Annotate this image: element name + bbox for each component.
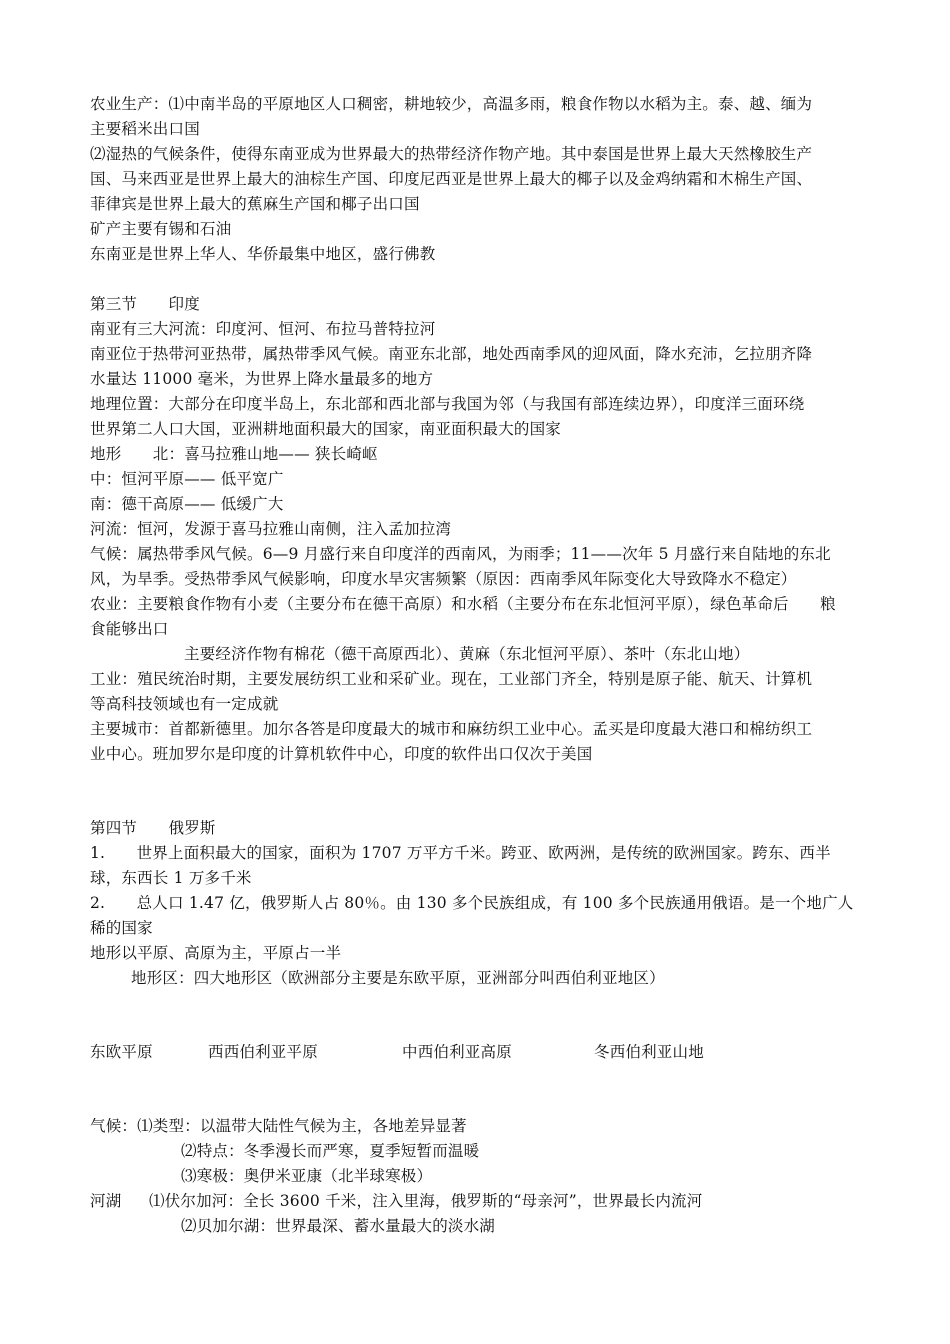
paragraph-line: 球，东西长 1 万多千米 xyxy=(90,869,252,887)
lakes-label: 河湖 xyxy=(90,1192,122,1210)
list-item: 2. 总人口 1.47 亿，俄罗斯人占 80％。由 130 多个民族组成，有 100 多个民族通用俄语。是一个地广人 xyxy=(90,894,854,912)
region-label: 东欧平原 xyxy=(90,1043,153,1061)
paragraph-line: 地形以平原、高原为主，平原占一半 xyxy=(90,944,342,962)
paragraph-line: 中：恒河平原—— 低平宽广 xyxy=(90,470,284,488)
paragraph-line: 水量达 11000 毫米，为世界上降水量最多的地方 xyxy=(90,370,434,388)
paragraph-line: 食能够出口 xyxy=(90,620,169,638)
region-label: 西西伯利亚平原 xyxy=(208,1043,318,1061)
paragraph-line: 南：德干高原—— 低缓广大 xyxy=(90,495,284,513)
paragraph-line: 地形区：四大地形区（欧洲部分主要是东欧平原，亚洲部分叫西伯利亚地区） xyxy=(131,969,665,987)
paragraph-line: 主要稻米出口国 xyxy=(90,120,200,138)
paragraph-line: 东南亚是世界上华人、华侨最集中地区，盛行佛教 xyxy=(90,245,436,263)
paragraph-line: 等高科技领域也有一定成就 xyxy=(90,695,279,713)
paragraph-line: 地形 北：喜马拉雅山地—— 狭长崎岖 xyxy=(90,445,378,463)
paragraph-line: 稀的国家 xyxy=(90,919,153,937)
paragraph-line: ⑵特点：冬季漫长而严寒，夏季短暂而温暖 xyxy=(181,1142,480,1160)
paragraph-line: 世界第二人口大国，亚洲耕地面积最大的国家，南亚面积最大的国家 xyxy=(90,420,562,438)
paragraph-line: ⑵贝加尔湖：世界最深、蓄水量最大的淡水湖 xyxy=(181,1217,496,1235)
paragraph-line: 主要城市：首都新德里。加尔各答是印度最大的城市和麻纺织工业中心。孟买是印度最大港口和棉纺织工 xyxy=(90,720,813,738)
paragraph-line: 气候：⑴类型：以温带大陆性气候为主，各地差异显著 xyxy=(90,1117,467,1135)
paragraph-line: 工业：殖民统治时期，主要发展纺织工业和采矿业。现在，工业部门齐全，特别是原子能、航天、计算机 xyxy=(90,670,813,688)
paragraph-line: 南亚位于热带河亚热带，属热带季风气候。南亚东北部，地处西南季风的迎风面，降水充沛，乞拉朋齐降 xyxy=(90,345,813,363)
paragraph-line: 主要经济作物有棉花（德干高原西北）、黄麻（东北恒河平原）、茶叶（东北山地） xyxy=(184,645,750,663)
paragraph-line: 农业生产：⑴中南半岛的平原地区人口稠密，耕地较少，高温多雨，粮食作物以水稻为主。泰、越、缅为 xyxy=(90,95,813,113)
paragraph-line: 南亚有三大河流：印度河、恒河、布拉马普特拉河 xyxy=(90,320,436,338)
paragraph-line: 业中心。班加罗尔是印度的计算机软件中心，印度的软件出口仅次于美国 xyxy=(90,745,593,763)
paragraph-line: 气候：属热带季风气候。6—9 月盛行来自印度洋的西南风，为雨季；11——次年 5 月盛行来自陆地的东北 xyxy=(90,545,831,563)
paragraph-line: 地理位置：大部分在印度半岛上，东北部和西北部与我国为邻（与我国有部连续边界），印度洋三面环绕 xyxy=(90,395,805,413)
paragraph-line: ⑴伏尔加河：全长 3600 千米，注入里海，俄罗斯的“母亲河”，世界最长内流河 xyxy=(149,1192,703,1210)
region-label: 冬西伯利亚山地 xyxy=(594,1043,704,1061)
region-label: 中西伯利亚高原 xyxy=(402,1043,512,1061)
section-heading: 第四节 俄罗斯 xyxy=(90,819,216,837)
paragraph-line: 国、马来西亚是世界上最大的油棕生产国、印度尼西亚是世界上最大的椰子以及金鸡纳霜和木棉生产国、 xyxy=(90,170,813,188)
paragraph-line: 菲律宾是世界上最大的蕉麻生产国和椰子出口国 xyxy=(90,195,420,213)
section-heading: 第三节 印度 xyxy=(90,295,200,313)
paragraph-line: ⑵湿热的气候条件，使得东南亚成为世界最大的热带经济作物产地。其中泰国是世界上最大天然橡胶生产 xyxy=(90,145,813,163)
paragraph-line: 农业：主要粮食作物有小麦（主要分布在德干高原）和水稻（主要分布在东北恒河平原），绿色革命后 粮 xyxy=(90,595,836,613)
paragraph-line: ⑶寒极：奥伊米亚康（北半球寒极） xyxy=(181,1167,433,1185)
paragraph-line: 河流：恒河，发源于喜马拉雅山南侧，注入孟加拉湾 xyxy=(90,520,452,538)
list-item: 1. 世界上面积最大的国家，面积为 1707 万平方千米。跨亚、欧两洲，是传统的欧洲国家。跨东、西半 xyxy=(90,844,831,862)
paragraph-line: 风，为旱季。受热带季风气候影响，印度水旱灾害频繁（原因：西南季风年际变化大导致降水不稳定） xyxy=(90,570,797,588)
paragraph-line: 矿产主要有锡和石油 xyxy=(90,220,232,238)
